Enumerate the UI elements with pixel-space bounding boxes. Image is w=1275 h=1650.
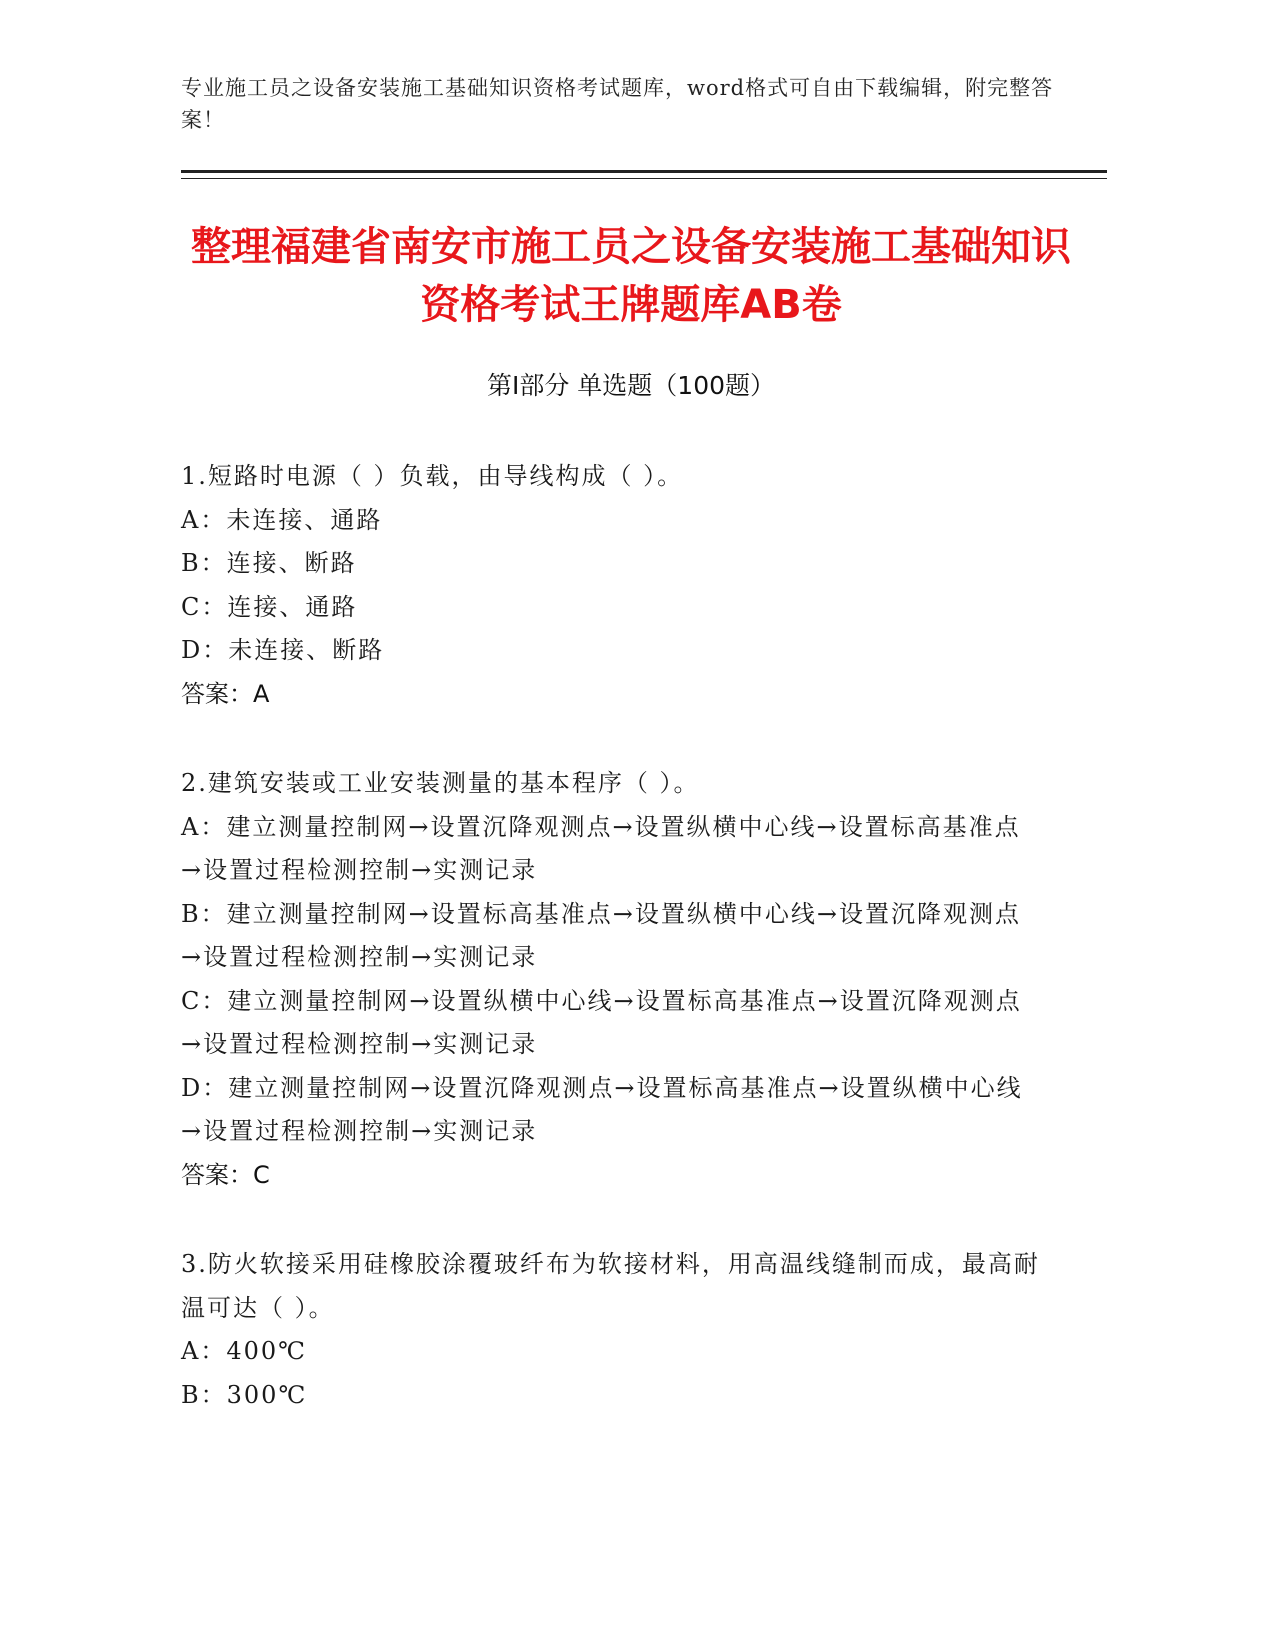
- document-title: 整理福建省南安市施工员之设备安装施工基础知识资格考试王牌题库AB卷: [191, 224, 1071, 328]
- answer: 答案：A: [181, 679, 270, 708]
- option-d: D：建立测量控制网→设置沉降观测点→设置标高基准点→设置纵横中心线→设置过程检测控制→实测记录: [181, 1073, 1023, 1145]
- question-3: [181, 1243, 1041, 1417]
- question-list: [181, 455, 1041, 1463]
- option-c: C：建立测量控制网→设置纵横中心线→设置标高基准点→设置沉降观测点→设置过程检测控制→实测记录: [181, 986, 1022, 1058]
- question-text: [181, 455, 1041, 499]
- header-rule-thin: [181, 178, 1107, 179]
- option-a: A：建立测量控制网→设置沉降观测点→设置纵横中心线→设置标高基准点→设置过程检测控制→实测记录: [181, 812, 1021, 884]
- option-b: B：连接、断路: [181, 549, 357, 577]
- option-a: A：400℃: [181, 1337, 307, 1365]
- question-number: 1.: [181, 462, 208, 490]
- question-number: 2.: [181, 769, 208, 797]
- question-stem: 短路时电源（ ）负载，由导线构成（ ）。: [207, 462, 684, 490]
- option-d: D：未连接、断路: [181, 636, 385, 664]
- question-1: [181, 455, 1041, 716]
- question-stem: 建筑安装或工业安装测量的基本程序（ ）。: [207, 769, 700, 797]
- header-rule-thick: [181, 170, 1107, 173]
- question-stem: 防火软接采用硅橡胶涂覆玻纤布为软接材料，用高温线缝制而成，最高耐温可达（ ）。: [181, 1250, 1040, 1322]
- option-c: C：连接、通路: [181, 592, 358, 621]
- option-b: B：300℃: [181, 1380, 308, 1409]
- option-b: B：建立测量控制网→设置标高基准点→设置纵横中心线→设置沉降观测点→设置过程检测控制→实测记录: [181, 899, 1021, 971]
- question-text: [181, 762, 1041, 806]
- option-a: A：未连接、通路: [181, 505, 383, 534]
- header-note: 专业施工员之设备安装施工基础知识资格考试题库，word格式可自由下载编辑，附完整答案！: [181, 76, 1054, 132]
- question-2: [181, 762, 1041, 1197]
- answer: 答案：C: [181, 1160, 270, 1189]
- section-heading: 第Ⅰ部分 单选题（100题）: [486, 371, 776, 400]
- question-number: 3.: [181, 1250, 208, 1278]
- question-text: [181, 1243, 1041, 1330]
